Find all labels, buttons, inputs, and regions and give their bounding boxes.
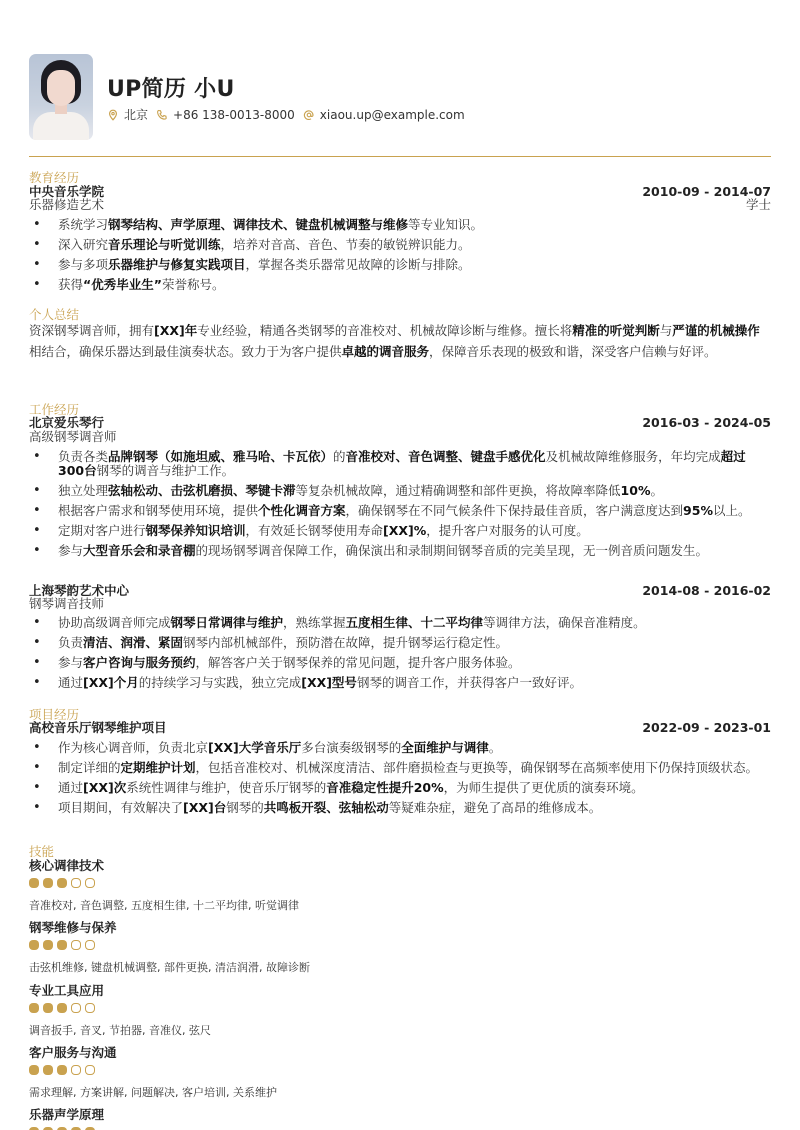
contact-email <box>303 108 465 122</box>
job-date: 2014-08 - 2016-02 <box>642 583 771 598</box>
job-role: 钢琴调音技师 <box>29 596 105 611</box>
job-role: 高级钢琴调音师 <box>29 429 117 444</box>
rating-dot-filled-icon <box>57 940 67 950</box>
education-date: 2010-09 - 2014-07 <box>642 184 771 199</box>
skill-keywords: 音准校对, 音色调整, 五度相生律, 十二平均律, 听觉调律 <box>29 899 299 912</box>
job-bullets <box>29 450 771 564</box>
section-title-summary: 个人总结 <box>29 307 80 322</box>
list-item: • 获得“优秀毕业生”荣誉称号。 <box>29 278 771 292</box>
resume-header <box>29 54 771 140</box>
company-name: 上海琴韵艺术中心 <box>29 583 130 598</box>
skill-rating <box>29 940 429 950</box>
rating-dot-filled-icon <box>29 940 39 950</box>
skill-item <box>29 920 429 974</box>
rating-dot-filled-icon <box>43 878 53 888</box>
skill-item <box>29 1107 429 1130</box>
profile-photo <box>29 54 93 140</box>
rating-dot-filled-icon <box>29 1003 39 1013</box>
job-date: 2016-03 - 2024-05 <box>642 415 771 430</box>
list-item: • 负责各类品牌钢琴（如施坦威、雅马哈、卡瓦依）的音准校对、音色调整、键盘手感优化及机械故障维修服务，年均完成超过300台钢琴的调音与维护工作。 <box>29 450 771 478</box>
list-item: • 系统学习钢琴结构、声学原理、调律技术、键盘机械调整与维修等专业知识。 <box>29 218 771 232</box>
header-divider <box>29 156 771 157</box>
list-item: • 作为核心调音师，负责北京[XX]大学音乐厅多台演奏级钢琴的全面维护与调律。 <box>29 741 771 755</box>
list-item: • 参与多项乐器维护与修复实践项目，掌握各类乐器常见故障的诊断与排除。 <box>29 258 771 272</box>
list-item: • 独立处理弦轴松动、击弦机磨损、琴键卡滞等复杂机械故障，通过精确调整和部件更换，将故障率降低10%。 <box>29 484 771 498</box>
rating-dot-empty-icon <box>85 940 95 950</box>
skill-rating <box>29 878 429 888</box>
company-name: 北京爱乐琴行 <box>29 415 105 430</box>
list-item: • 定期对客户进行钢琴保养知识培训，有效延长钢琴使用寿命[XX]%，提升客户对服务的认可度。 <box>29 524 771 538</box>
contact-info <box>107 106 473 123</box>
project-bullets <box>29 741 771 821</box>
job-bullets <box>29 616 771 696</box>
candidate-name: UP简历 小U <box>107 77 235 102</box>
skill-name: 钢琴维修与保养 <box>29 920 117 935</box>
phone-icon <box>156 109 168 121</box>
contact-location <box>107 106 148 123</box>
list-item: • 通过[XX]个月的持续学习与实践，独立完成[XX]型号钢琴的调音工作，并获得客户一致好评。 <box>29 676 771 690</box>
rating-dot-empty-icon <box>71 1003 81 1013</box>
rating-dot-filled-icon <box>57 1065 67 1075</box>
rating-dot-empty-icon <box>71 878 81 888</box>
rating-dot-empty-icon <box>85 1065 95 1075</box>
skill-rating <box>29 1003 429 1013</box>
list-item: • 通过[XX]次系统性调律与维护，使音乐厅钢琴的音准稳定性提升20%，为师生提供了更优质的演奏环境。 <box>29 781 771 795</box>
rating-dot-empty-icon <box>71 940 81 950</box>
list-item: • 协助高级调音师完成钢琴日常调律与维护，熟练掌握五度相生律、十二平均律等调律方法，确保音准精度。 <box>29 616 771 630</box>
rating-dot-empty-icon <box>71 1065 81 1075</box>
summary-text: 资深钢琴调音师，拥有[XX]年专业经验，精通各类钢琴的音准校对、机械故障诊断与维修。擅长将精准的听觉判断与严谨的机械操作相结合，确保乐器达到最佳演奏状态。致力于为客户提供卓越的调音服务，保障音乐表现的极致和谐，深受客户信赖与好评。 <box>29 323 760 359</box>
list-item: • 根据客户需求和钢琴使用环境，提供个性化调音方案，确保钢琴在不同气候条件下保持最佳音质，客户满意度达到95%以上。 <box>29 504 771 518</box>
rating-dot-filled-icon <box>43 1065 53 1075</box>
phone-text: +86 138-0013-8000 <box>173 107 295 122</box>
rating-dot-filled-icon <box>29 878 39 888</box>
rating-dot-filled-icon <box>57 1003 67 1013</box>
list-item: • 深入研究音乐理论与听觉训练，培养对音高、音色、节奏的敏锐辨识能力。 <box>29 238 771 252</box>
rating-dot-empty-icon <box>85 878 95 888</box>
skill-keywords: 需求理解, 方案讲解, 问题解决, 客户培训, 关系维护 <box>29 1086 277 1099</box>
skill-name: 乐器声学原理 <box>29 1107 105 1122</box>
section-title-education: 教育经历 <box>29 170 80 185</box>
major: 乐器修造艺术 <box>29 197 105 212</box>
list-item: • 项目期间，有效解决了[XX]台钢琴的共鸣板开裂、弦轴松动等疑难杂症，避免了高昂的维修成本。 <box>29 801 771 815</box>
list-item: • 参与客户咨询与服务预约，解答客户关于钢琴保养的常见问题，提升客户服务体验。 <box>29 656 771 670</box>
school-name: 中央音乐学院 <box>29 184 105 199</box>
skill-item <box>29 858 429 912</box>
rating-dot-filled-icon <box>57 878 67 888</box>
skill-keywords: 击弦机维修, 键盘机械调整, 部件更换, 清洁润滑, 故障诊断 <box>29 961 310 974</box>
list-item: • 制定详细的定期维护计划，包括音准校对、机械深度清洁、部件磨损检查与更换等，确保钢琴在高频率使用下仍保持顶级状态。 <box>29 761 771 775</box>
skill-item <box>29 1045 429 1099</box>
rating-dot-filled-icon <box>29 1065 39 1075</box>
skill-name: 专业工具应用 <box>29 983 105 998</box>
list-item: • 参与大型音乐会和录音棚的现场钢琴调音保障工作，确保演出和录制期间钢琴音质的完美呈现，无一例音质问题发生。 <box>29 544 771 558</box>
section-title-projects: 项目经历 <box>29 707 80 722</box>
section-title-work: 工作经历 <box>29 402 80 417</box>
degree: 学士 <box>745 197 771 212</box>
skill-name: 核心调律技术 <box>29 858 105 873</box>
skill-name: 客户服务与沟通 <box>29 1045 117 1060</box>
project-date: 2022-09 - 2023-01 <box>642 720 771 735</box>
location-pin-icon <box>107 109 119 121</box>
rating-dot-filled-icon <box>43 940 53 950</box>
rating-dot-empty-icon <box>85 1003 95 1013</box>
project-name: 高校音乐厅钢琴维护项目 <box>29 720 167 735</box>
list-item: • 负责清洁、润滑、紧固钢琴内部机械部件，预防潜在故障，提升钢琴运行稳定性。 <box>29 636 771 650</box>
education-bullets <box>29 218 771 298</box>
at-sign-icon <box>303 109 315 121</box>
skill-rating <box>29 1065 429 1075</box>
rating-dot-filled-icon <box>43 1003 53 1013</box>
email-text: xiaou.up@example.com <box>319 107 465 122</box>
skill-item <box>29 983 429 1037</box>
contact-phone <box>156 108 295 122</box>
section-title-skills: 技能 <box>29 844 55 859</box>
skill-keywords: 调音扳手, 音叉, 节拍器, 音准仪, 弦尺 <box>29 1024 211 1037</box>
location-text: 北京 <box>124 108 149 122</box>
